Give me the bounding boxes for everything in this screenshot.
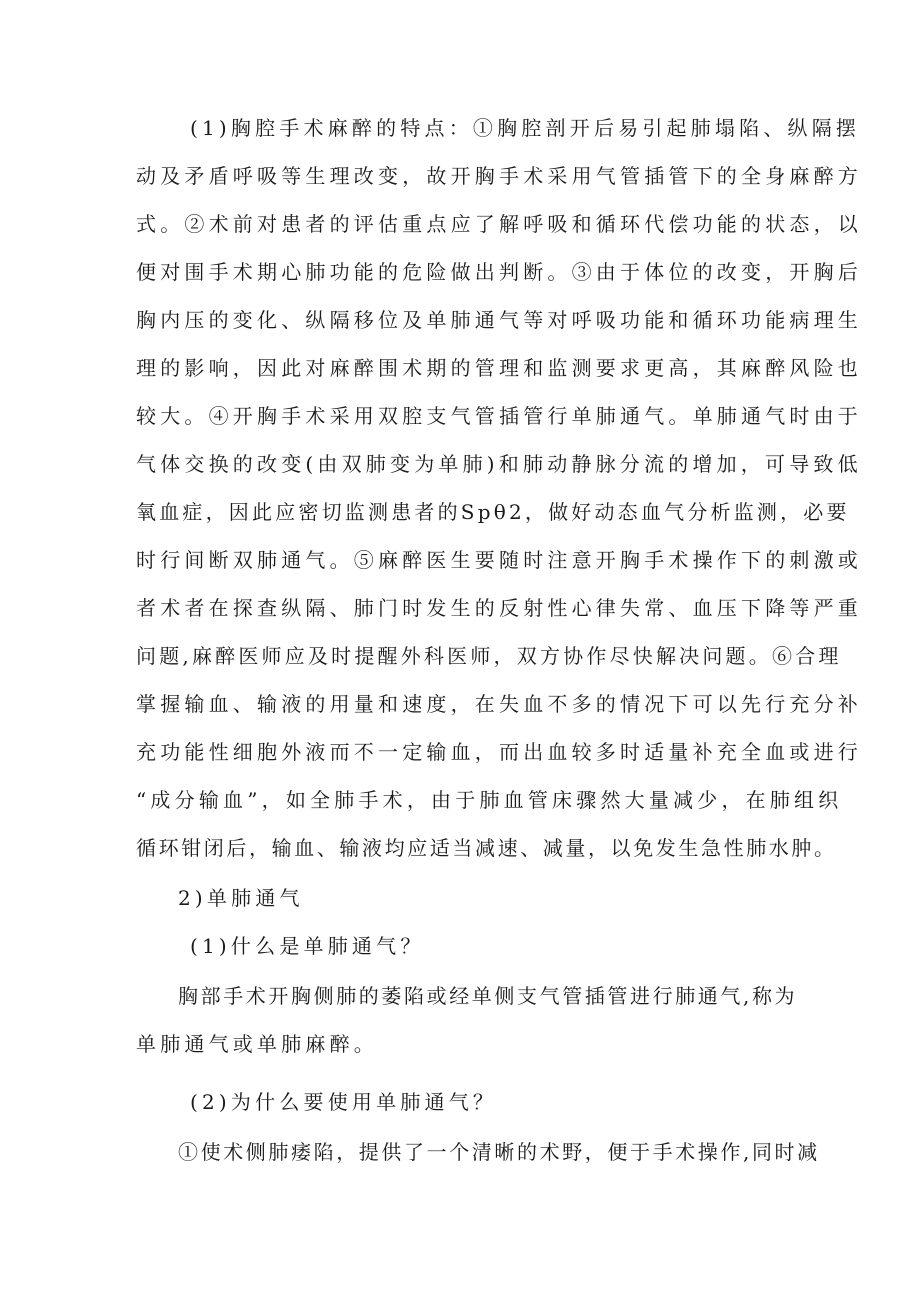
- paragraph-line: 式。②术前对患者的评估重点应了解呼吸和循环代偿功能的状态，以: [136, 212, 862, 236]
- paragraph-line: 充功能性细胞外液而不一定输血，而出血较多时适量补充全血或进行: [136, 740, 862, 764]
- paragraph-line: 较大。④开胸手术采用双腔支气管插管行单肺通气。单肺通气时由于: [136, 404, 862, 428]
- answer-line: 胸部手术开胸侧肺的萎陷或经单侧支气管插管进行肺通气,称为: [178, 984, 798, 1008]
- paragraph-line: 循环钳闭后，输血、输液均应适当减速、减量，以免发生急性肺水肿。: [136, 836, 837, 860]
- paragraph-line: 者术者在探查纵隔、肺门时发生的反射性心律失常、血压下降等严重: [136, 596, 862, 620]
- paragraph-line: 胸内压的变化、纵隔移位及单肺通气等对呼吸功能和循环功能病理生: [136, 308, 862, 332]
- section-heading: 2)单肺通气: [178, 886, 304, 910]
- paragraph-line: 气体交换的改变(由双肺变为单肺)和肺动静脉分流的增加，可导致低: [136, 452, 862, 476]
- paragraph-line: 时行间断双肺通气。⑤麻醉医生要随时注意开胸手术操作下的刺激或: [136, 548, 862, 572]
- paragraph-line: 动及矛盾呼吸等生理改变，故开胸手术采用气管插管下的全身麻醉方: [136, 164, 862, 188]
- paragraph-line: 掌握输血、输液的用量和速度，在失血不多的情况下可以先行充分补: [136, 692, 862, 716]
- answer-line: ①使术侧肺痿陷，提供了一个清晰的术野，便于手术操作,同时减: [178, 1140, 820, 1164]
- answer-line: 单肺通气或单肺麻醉。: [136, 1032, 378, 1056]
- question-heading: (2)为什么要使用单肺通气？: [190, 1090, 498, 1114]
- question-heading: (1)什么是单肺通气？: [190, 934, 425, 958]
- paragraph-line: 理的影响，因此对麻醉围术期的管理和监测要求更高，其麻醉风险也: [136, 356, 862, 380]
- paragraph-line: (1)胸腔手术麻醉的特点：①胸腔剖开后易引起肺塌陷、纵隔摆: [190, 116, 861, 140]
- paragraph-line: “成分输血”，如全肺手术，由于肺血管床骤然大量减少，在肺组织: [136, 788, 843, 812]
- paragraph-line: 氧血症，因此应密切监测患者的Spθ2，做好动态血气分析监测，必要: [136, 500, 850, 524]
- paragraph-line: 便对围手术期心肺功能的危险做出判断。③由于体位的改变，开胸后: [136, 260, 862, 284]
- paragraph-line: 问题,麻醉医师应及时提醒外科医师，双方协作尽快解决问题。⑥合理: [136, 644, 842, 668]
